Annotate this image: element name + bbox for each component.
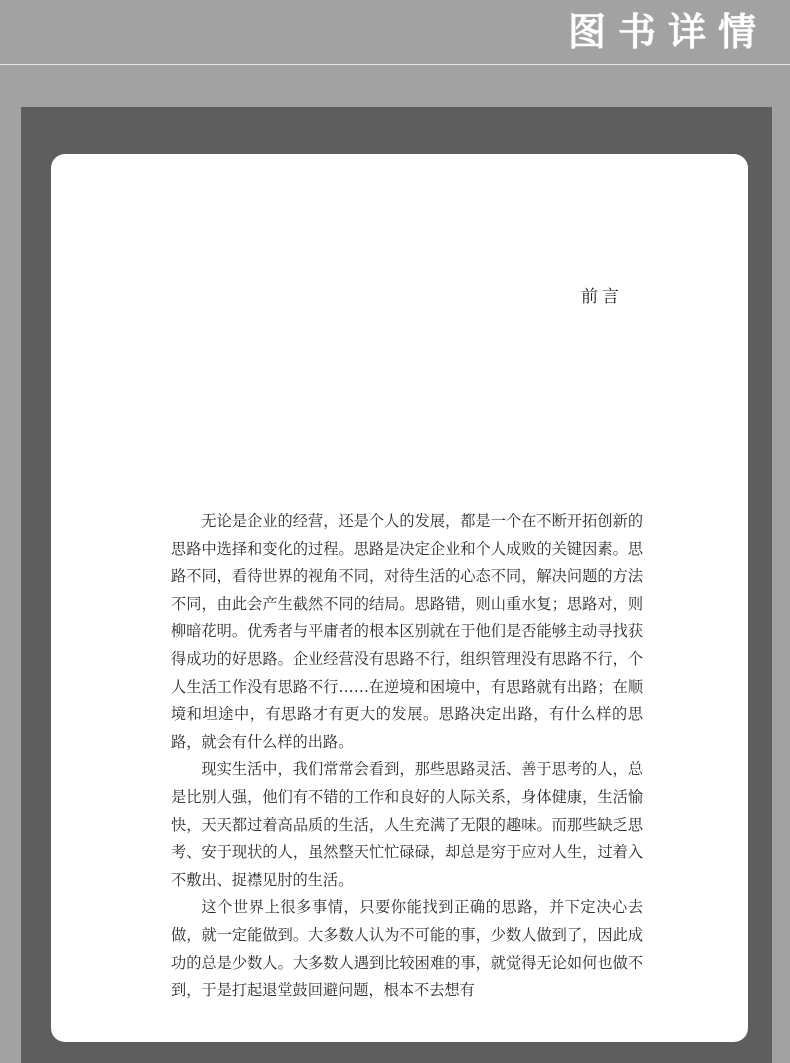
header-divider — [0, 64, 790, 65]
book-page — [51, 154, 748, 1042]
page-body — [171, 508, 643, 1005]
page-title: 前言 — [581, 287, 623, 307]
header-band — [0, 0, 790, 64]
paragraph: 无论是企业的经营，还是个人的发展，都是一个在不断开拓创新的思路中选择和变化的过程。思路是决定企业和个人成败的关键因素。思路不同，看待世界的视角不同，对待生活的心态不同，解决问题的方法不同，由此会产生截然不同的结局。思路错，则山重水复；思路对，则柳暗花明。优秀者与平庸者的根本区别就在于他们是否能够主动寻找获得成功的好思路。企业经营没有思路不行，组织管理没有思路不行，个人生活工作没有思路不行……在逆境和困境中，有思路就有出路；在顺境和坦途中，有思路才有更大的发展。思路决定出路，有什么样的思路，就会有什么样的出路。 — [171, 512, 643, 751]
paragraph: 这个世界上很多事情，只要你能找到正确的思路，并下定决心去做，就一定能做到。大多数人认为不可能的事，少数人做到了，因此成功的总是少数人。大多数人遇到比较困难的事，就觉得无论如何也做不到，于是打起退堂鼓回避问题，根本不去想有 — [171, 898, 643, 1000]
paragraph: 现实生活中，我们常常会看到，那些思路灵活、善于思考的人，总是比别人强，他们有不错的工作和良好的人际关系，身体健康，生活愉快，天天都过着高品质的生活，人生充满了无限的趣味。而那些缺乏思考、安于现状的人，虽然整天忙忙碌碌，却总是穷于应对人生，过着入不敷出、捉襟见肘的生活。 — [171, 760, 643, 889]
header-title: 图书详情 — [567, 10, 768, 54]
